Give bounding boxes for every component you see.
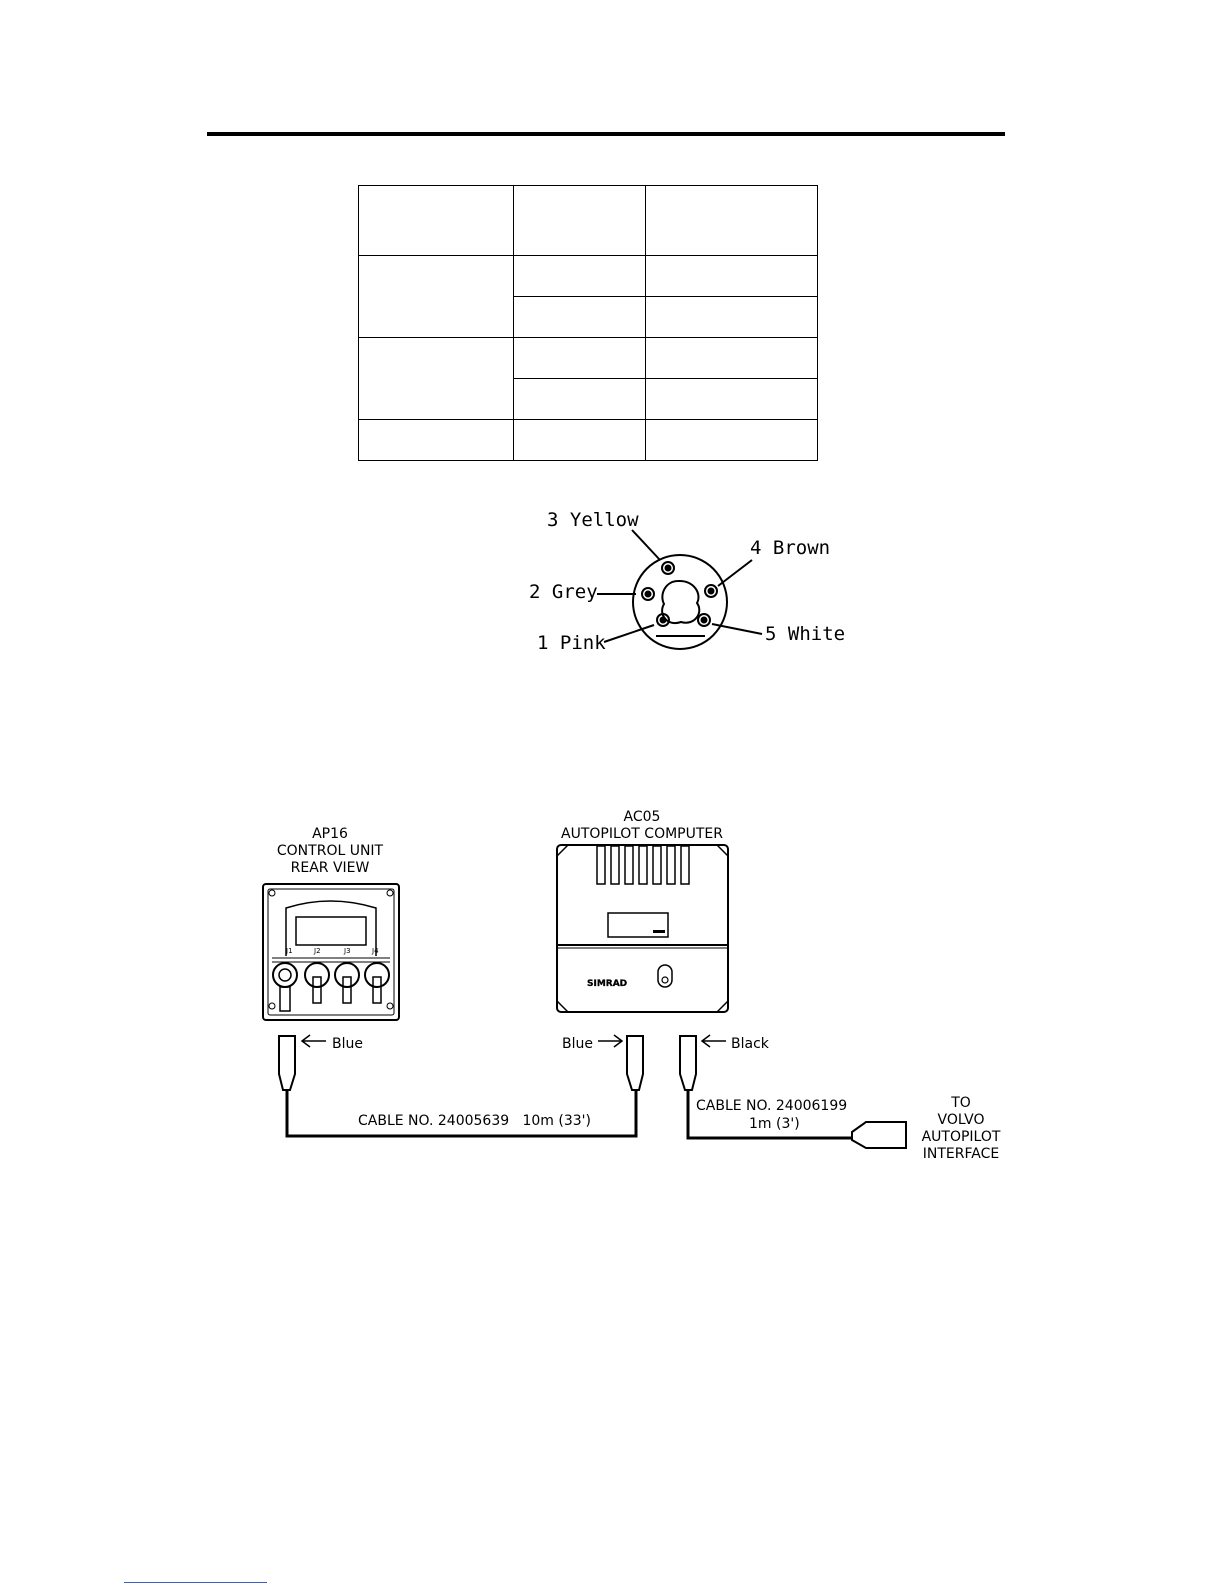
leader-line xyxy=(718,560,752,586)
arrows xyxy=(302,1035,726,1047)
ap16-label: CONTROL UNIT xyxy=(276,843,384,859)
ap16-label: AP16 xyxy=(312,826,348,842)
cable-label: CABLE NO. 24006199 xyxy=(696,1098,848,1114)
ac05-label: AC05 xyxy=(623,809,661,825)
cable-length: 1m (3') xyxy=(749,1116,800,1132)
leader-line xyxy=(604,625,654,642)
footer-link-underline[interactable] xyxy=(124,1582,267,1583)
pin-label: 1 Pink xyxy=(537,632,606,654)
pin-label: 5 White xyxy=(765,623,846,645)
interface-plug xyxy=(852,1122,906,1148)
cable-label: CABLE NO. 24005639 10m (33') xyxy=(358,1113,591,1129)
ac05-title xyxy=(561,809,723,842)
ac05-label: AUTOPILOT COMPUTER xyxy=(561,826,723,842)
connector-label: J1 xyxy=(286,947,293,955)
ap16-label: REAR VIEW xyxy=(290,860,370,876)
diagram-labels xyxy=(332,1036,847,1132)
connector-label: J3 xyxy=(344,947,351,955)
connector-pinout xyxy=(597,530,762,649)
ac05-autopilot-computer xyxy=(557,845,728,1012)
connector-label: J4 xyxy=(372,947,379,955)
plug-ac05-black xyxy=(680,1036,696,1090)
destination-line: TO xyxy=(951,1095,971,1111)
color-label-blue: Blue xyxy=(332,1036,363,1052)
pin-label: 3 Yellow xyxy=(547,509,639,531)
color-label-blue: Blue xyxy=(562,1036,593,1052)
ap16-control-unit xyxy=(263,884,399,1020)
connector-body xyxy=(633,555,727,649)
simrad-logo: SIMRAD xyxy=(587,979,628,989)
connector-label: J2 xyxy=(314,947,321,955)
arrow-left-icon xyxy=(702,1035,726,1047)
color-label-black: Black xyxy=(731,1036,769,1052)
destination-line: INTERFACE xyxy=(922,1146,1000,1162)
destination-line: VOLVO xyxy=(937,1112,985,1128)
ap16-connector-labels xyxy=(285,947,379,955)
plug-ap16 xyxy=(279,1036,295,1090)
leader-line xyxy=(632,530,660,560)
plug-ac05-blue xyxy=(627,1036,643,1090)
destination-label xyxy=(922,1095,1001,1162)
pin-label: 4 Brown xyxy=(750,537,831,559)
destination-line: AUTOPILOT xyxy=(921,1129,1001,1145)
arrow-right-icon xyxy=(598,1035,622,1047)
ap16-title xyxy=(277,826,384,876)
arrow-left-icon xyxy=(302,1035,326,1047)
pin-label: 2 Grey xyxy=(529,581,598,603)
